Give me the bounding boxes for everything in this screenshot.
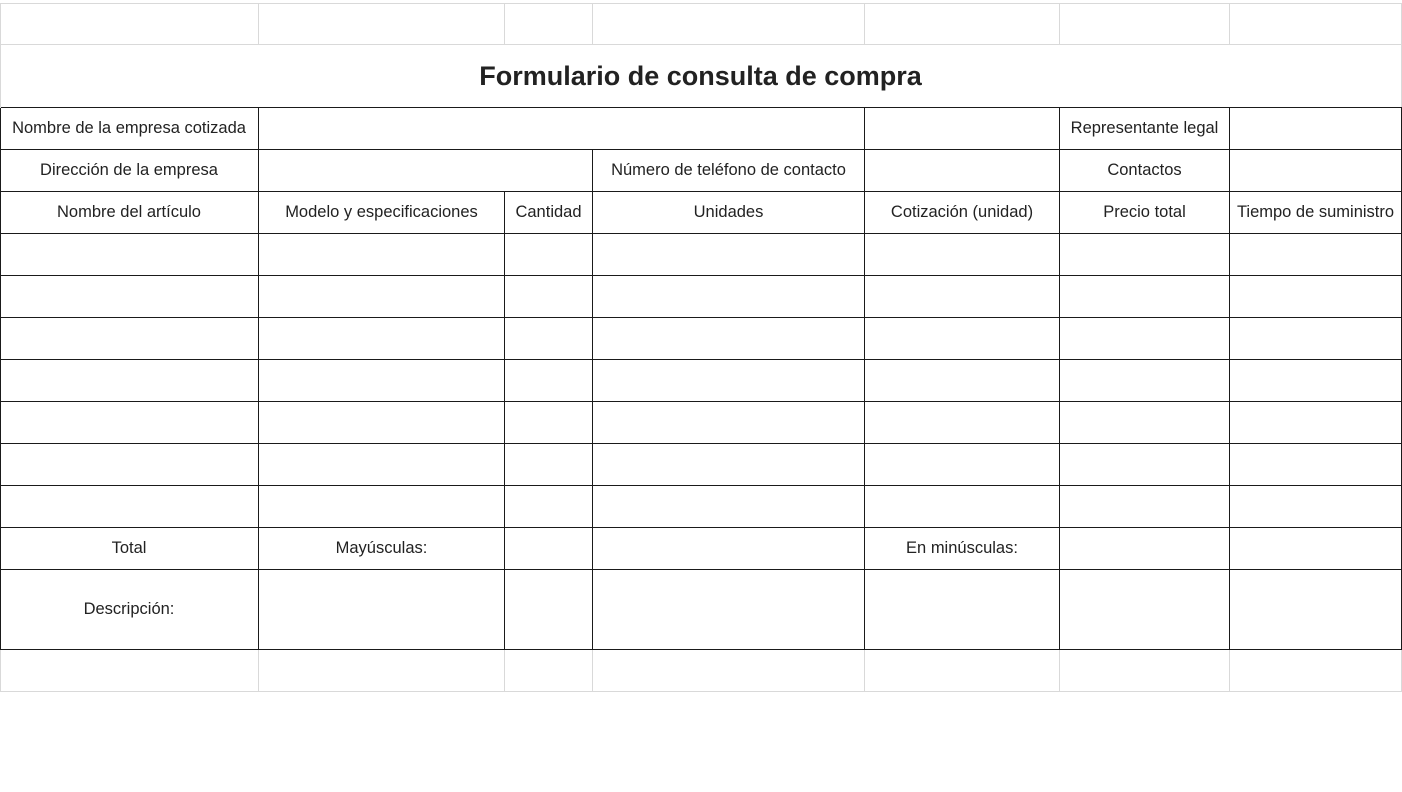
item-row-cell[interactable] — [865, 234, 1060, 276]
item-row-cell[interactable] — [259, 444, 505, 486]
legal-rep-input[interactable] — [1230, 108, 1402, 150]
sheet-cell-empty[interactable] — [0, 650, 259, 692]
description-label[interactable]: Descripción: — [0, 570, 259, 650]
item-row-cell[interactable] — [1060, 318, 1230, 360]
form-title[interactable]: Formulario de consulta de compra — [0, 45, 1402, 108]
item-row-cell[interactable] — [1230, 234, 1402, 276]
total-label[interactable]: Total — [0, 528, 259, 570]
item-row-cell[interactable] — [259, 276, 505, 318]
item-row-cell[interactable] — [865, 318, 1060, 360]
description-cell[interactable] — [259, 570, 505, 650]
sheet-cell-empty[interactable] — [1060, 3, 1230, 45]
sheet-cell-empty[interactable] — [505, 650, 593, 692]
sheet-cell-empty[interactable] — [259, 3, 505, 45]
description-cell[interactable] — [1060, 570, 1230, 650]
column-header[interactable]: Cotización (unidad) — [865, 192, 1060, 234]
item-row-cell[interactable] — [1230, 276, 1402, 318]
item-row-cell[interactable] — [1230, 444, 1402, 486]
item-row-cell[interactable] — [505, 444, 593, 486]
item-row-cell[interactable] — [259, 486, 505, 528]
item-row-cell[interactable] — [865, 444, 1060, 486]
item-row-cell[interactable] — [505, 234, 593, 276]
item-row-cell[interactable] — [259, 360, 505, 402]
item-row-cell[interactable] — [1060, 486, 1230, 528]
column-header[interactable]: Cantidad — [505, 192, 593, 234]
item-row-cell[interactable] — [1060, 234, 1230, 276]
lowercase-label[interactable]: En minúsculas: — [865, 528, 1060, 570]
item-row-cell[interactable] — [0, 276, 259, 318]
legal-rep-label[interactable]: Representante legal — [1060, 108, 1230, 150]
uppercase-label[interactable]: Mayúsculas: — [259, 528, 505, 570]
item-row-cell[interactable] — [505, 402, 593, 444]
item-row-cell[interactable] — [505, 276, 593, 318]
contacts-input[interactable] — [1230, 150, 1402, 192]
sheet-cell-empty[interactable] — [865, 650, 1060, 692]
item-row-cell[interactable] — [593, 234, 865, 276]
description-cell[interactable] — [865, 570, 1060, 650]
contact-phone-input[interactable] — [865, 150, 1060, 192]
item-row-cell[interactable] — [259, 402, 505, 444]
item-row-cell[interactable] — [593, 402, 865, 444]
sheet-cell-empty[interactable] — [593, 650, 865, 692]
sheet-cell-empty[interactable] — [1060, 650, 1230, 692]
contact-phone-label[interactable]: Número de teléfono de contacto — [593, 150, 865, 192]
item-row-cell[interactable] — [0, 486, 259, 528]
column-header[interactable]: Nombre del artículo — [0, 192, 259, 234]
uppercase-input[interactable] — [505, 528, 593, 570]
item-row-cell[interactable] — [259, 234, 505, 276]
item-row-cell[interactable] — [1060, 402, 1230, 444]
sheet-cell-empty[interactable] — [593, 3, 865, 45]
item-row-cell[interactable] — [1230, 318, 1402, 360]
item-row-cell[interactable] — [0, 234, 259, 276]
item-row-cell[interactable] — [593, 444, 865, 486]
item-row-cell[interactable] — [593, 318, 865, 360]
company-address-input[interactable] — [259, 150, 593, 192]
item-row-cell[interactable] — [865, 276, 1060, 318]
contacts-label[interactable]: Contactos — [1060, 150, 1230, 192]
item-row-cell[interactable] — [1230, 402, 1402, 444]
item-row-cell[interactable] — [0, 360, 259, 402]
item-row-cell[interactable] — [0, 444, 259, 486]
item-row-cell[interactable] — [0, 402, 259, 444]
lowercase-input-extra[interactable] — [1230, 528, 1402, 570]
description-cell[interactable] — [593, 570, 865, 650]
item-row-cell[interactable] — [865, 402, 1060, 444]
item-row-cell[interactable] — [1230, 486, 1402, 528]
sheet-cell-empty[interactable] — [1230, 3, 1402, 45]
column-header[interactable]: Unidades — [593, 192, 865, 234]
column-header[interactable]: Tiempo de suministro — [1230, 192, 1402, 234]
item-row-cell[interactable] — [0, 318, 259, 360]
item-row-cell[interactable] — [865, 486, 1060, 528]
lowercase-input[interactable] — [1060, 528, 1230, 570]
sheet-cell-empty[interactable] — [865, 3, 1060, 45]
item-row-cell[interactable] — [1230, 360, 1402, 402]
item-row-cell[interactable] — [505, 486, 593, 528]
item-row-cell[interactable] — [865, 360, 1060, 402]
sheet-cell-empty[interactable] — [259, 650, 505, 692]
item-row-cell[interactable] — [505, 360, 593, 402]
item-row-cell[interactable] — [1060, 360, 1230, 402]
company-address-label[interactable]: Dirección de la empresa — [0, 150, 259, 192]
item-row-cell[interactable] — [593, 486, 865, 528]
item-row-cell[interactable] — [259, 318, 505, 360]
column-header[interactable]: Modelo y especificaciones — [259, 192, 505, 234]
sheet-cell-empty[interactable] — [1230, 650, 1402, 692]
description-cell[interactable] — [505, 570, 593, 650]
sheet-cell-empty[interactable] — [505, 3, 593, 45]
sheet-cell-empty[interactable] — [0, 3, 259, 45]
company-name-extra-cell[interactable] — [865, 108, 1060, 150]
item-row-cell[interactable] — [505, 318, 593, 360]
item-row-cell[interactable] — [1060, 276, 1230, 318]
item-row-cell[interactable] — [1060, 444, 1230, 486]
company-name-input[interactable] — [259, 108, 865, 150]
uppercase-input-extra[interactable] — [593, 528, 865, 570]
column-header[interactable]: Precio total — [1060, 192, 1230, 234]
description-cell[interactable] — [1230, 570, 1402, 650]
company-name-label[interactable]: Nombre de la empresa cotizada — [0, 108, 259, 150]
item-row-cell[interactable] — [593, 276, 865, 318]
item-row-cell[interactable] — [593, 360, 865, 402]
